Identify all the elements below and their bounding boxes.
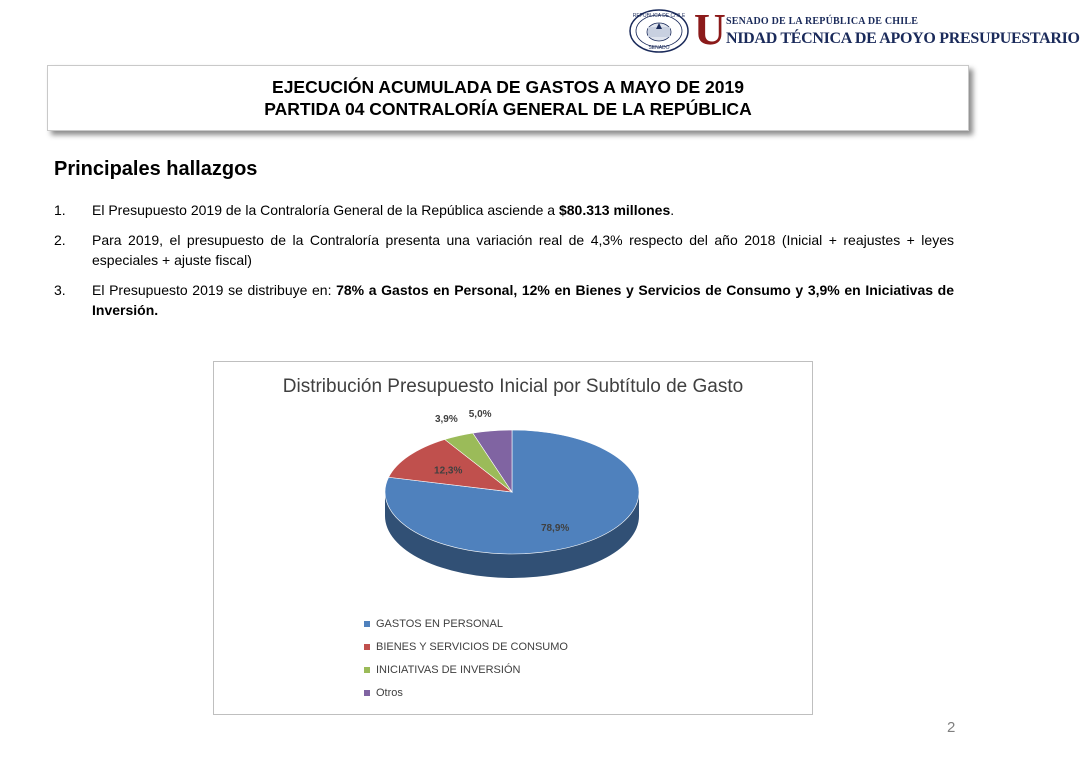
title-box <box>47 65 969 131</box>
senado-logo <box>628 5 1080 56</box>
legend-label: BIENES Y SERVICIOS DE CONSUMO <box>376 640 568 653</box>
pie-data-label: 5,0% <box>468 408 492 420</box>
svg-text:SENADO: SENADO <box>648 45 670 51</box>
legend-item <box>364 635 568 658</box>
legend-item <box>364 658 568 681</box>
finding-text: El Presupuesto 2019 de la Contraloría General de la República asciende a $80.313 millones. <box>92 202 675 218</box>
findings-list <box>54 200 954 330</box>
legend-item <box>364 612 568 635</box>
title-line-1: EJECUCIÓN ACUMULADA DE GASTOS A MAYO DE 2019 <box>272 77 744 97</box>
pie-data-label: 12,3% <box>434 465 463 477</box>
legend-label: GASTOS EN PERSONAL <box>376 617 503 630</box>
logo-senado-text: SENADO DE LA REPÚBLICA DE CHILE <box>726 16 919 27</box>
pie-data-label: 78,9% <box>540 522 570 534</box>
pie-data-label: 3,9% <box>434 413 458 425</box>
page-number: 2 <box>947 719 956 736</box>
finding-number: 3. <box>54 282 66 298</box>
finding-text: Para 2019, el presupuesto de la Contraloría presenta una variación real de 4,3% respecto del año 2018 (Inicial + reajustes + leyes especiales + ajuste fiscal) <box>92 232 954 268</box>
finding-number: 2. <box>54 232 66 248</box>
finding-text: El Presupuesto 2019 se distribuye en: 78% a Gastos en Personal, 12% en Bienes y Servicios de Consumo y 3,9% en Iniciativas de Inversión. <box>92 282 954 318</box>
finding-item <box>54 200 954 220</box>
pie-chart-frame <box>213 361 813 715</box>
title-line-2: PARTIDA 04 CONTRALORÍA GENERAL DE LA REPÚBLICA <box>264 99 752 119</box>
legend-label: INICIATIVAS DE INVERSIÓN <box>376 663 521 676</box>
legend-swatch <box>364 644 370 650</box>
pie-chart <box>214 402 812 642</box>
finding-item <box>54 230 954 270</box>
svg-text:REPÚBLICA DE CHILE: REPÚBLICA DE CHILE <box>632 13 686 19</box>
legend-swatch <box>364 690 370 696</box>
logo-unidad-text: NIDAD TÉCNICA DE APOYO PRESUPUESTARIO <box>726 30 1080 47</box>
finding-number: 1. <box>54 202 66 218</box>
section-heading: Principales hallazgos <box>54 158 258 180</box>
legend-swatch <box>364 667 370 673</box>
senado-seal-icon <box>628 8 690 54</box>
legend-label: Otros <box>376 686 403 699</box>
chart-legend <box>364 612 568 704</box>
chart-title: Distribución Presupuesto Inicial por Subtítulo de Gasto <box>282 376 744 397</box>
legend-swatch <box>364 621 370 627</box>
finding-item <box>54 280 954 320</box>
legend-item <box>364 681 568 704</box>
logo-big-letter: U <box>694 5 726 54</box>
